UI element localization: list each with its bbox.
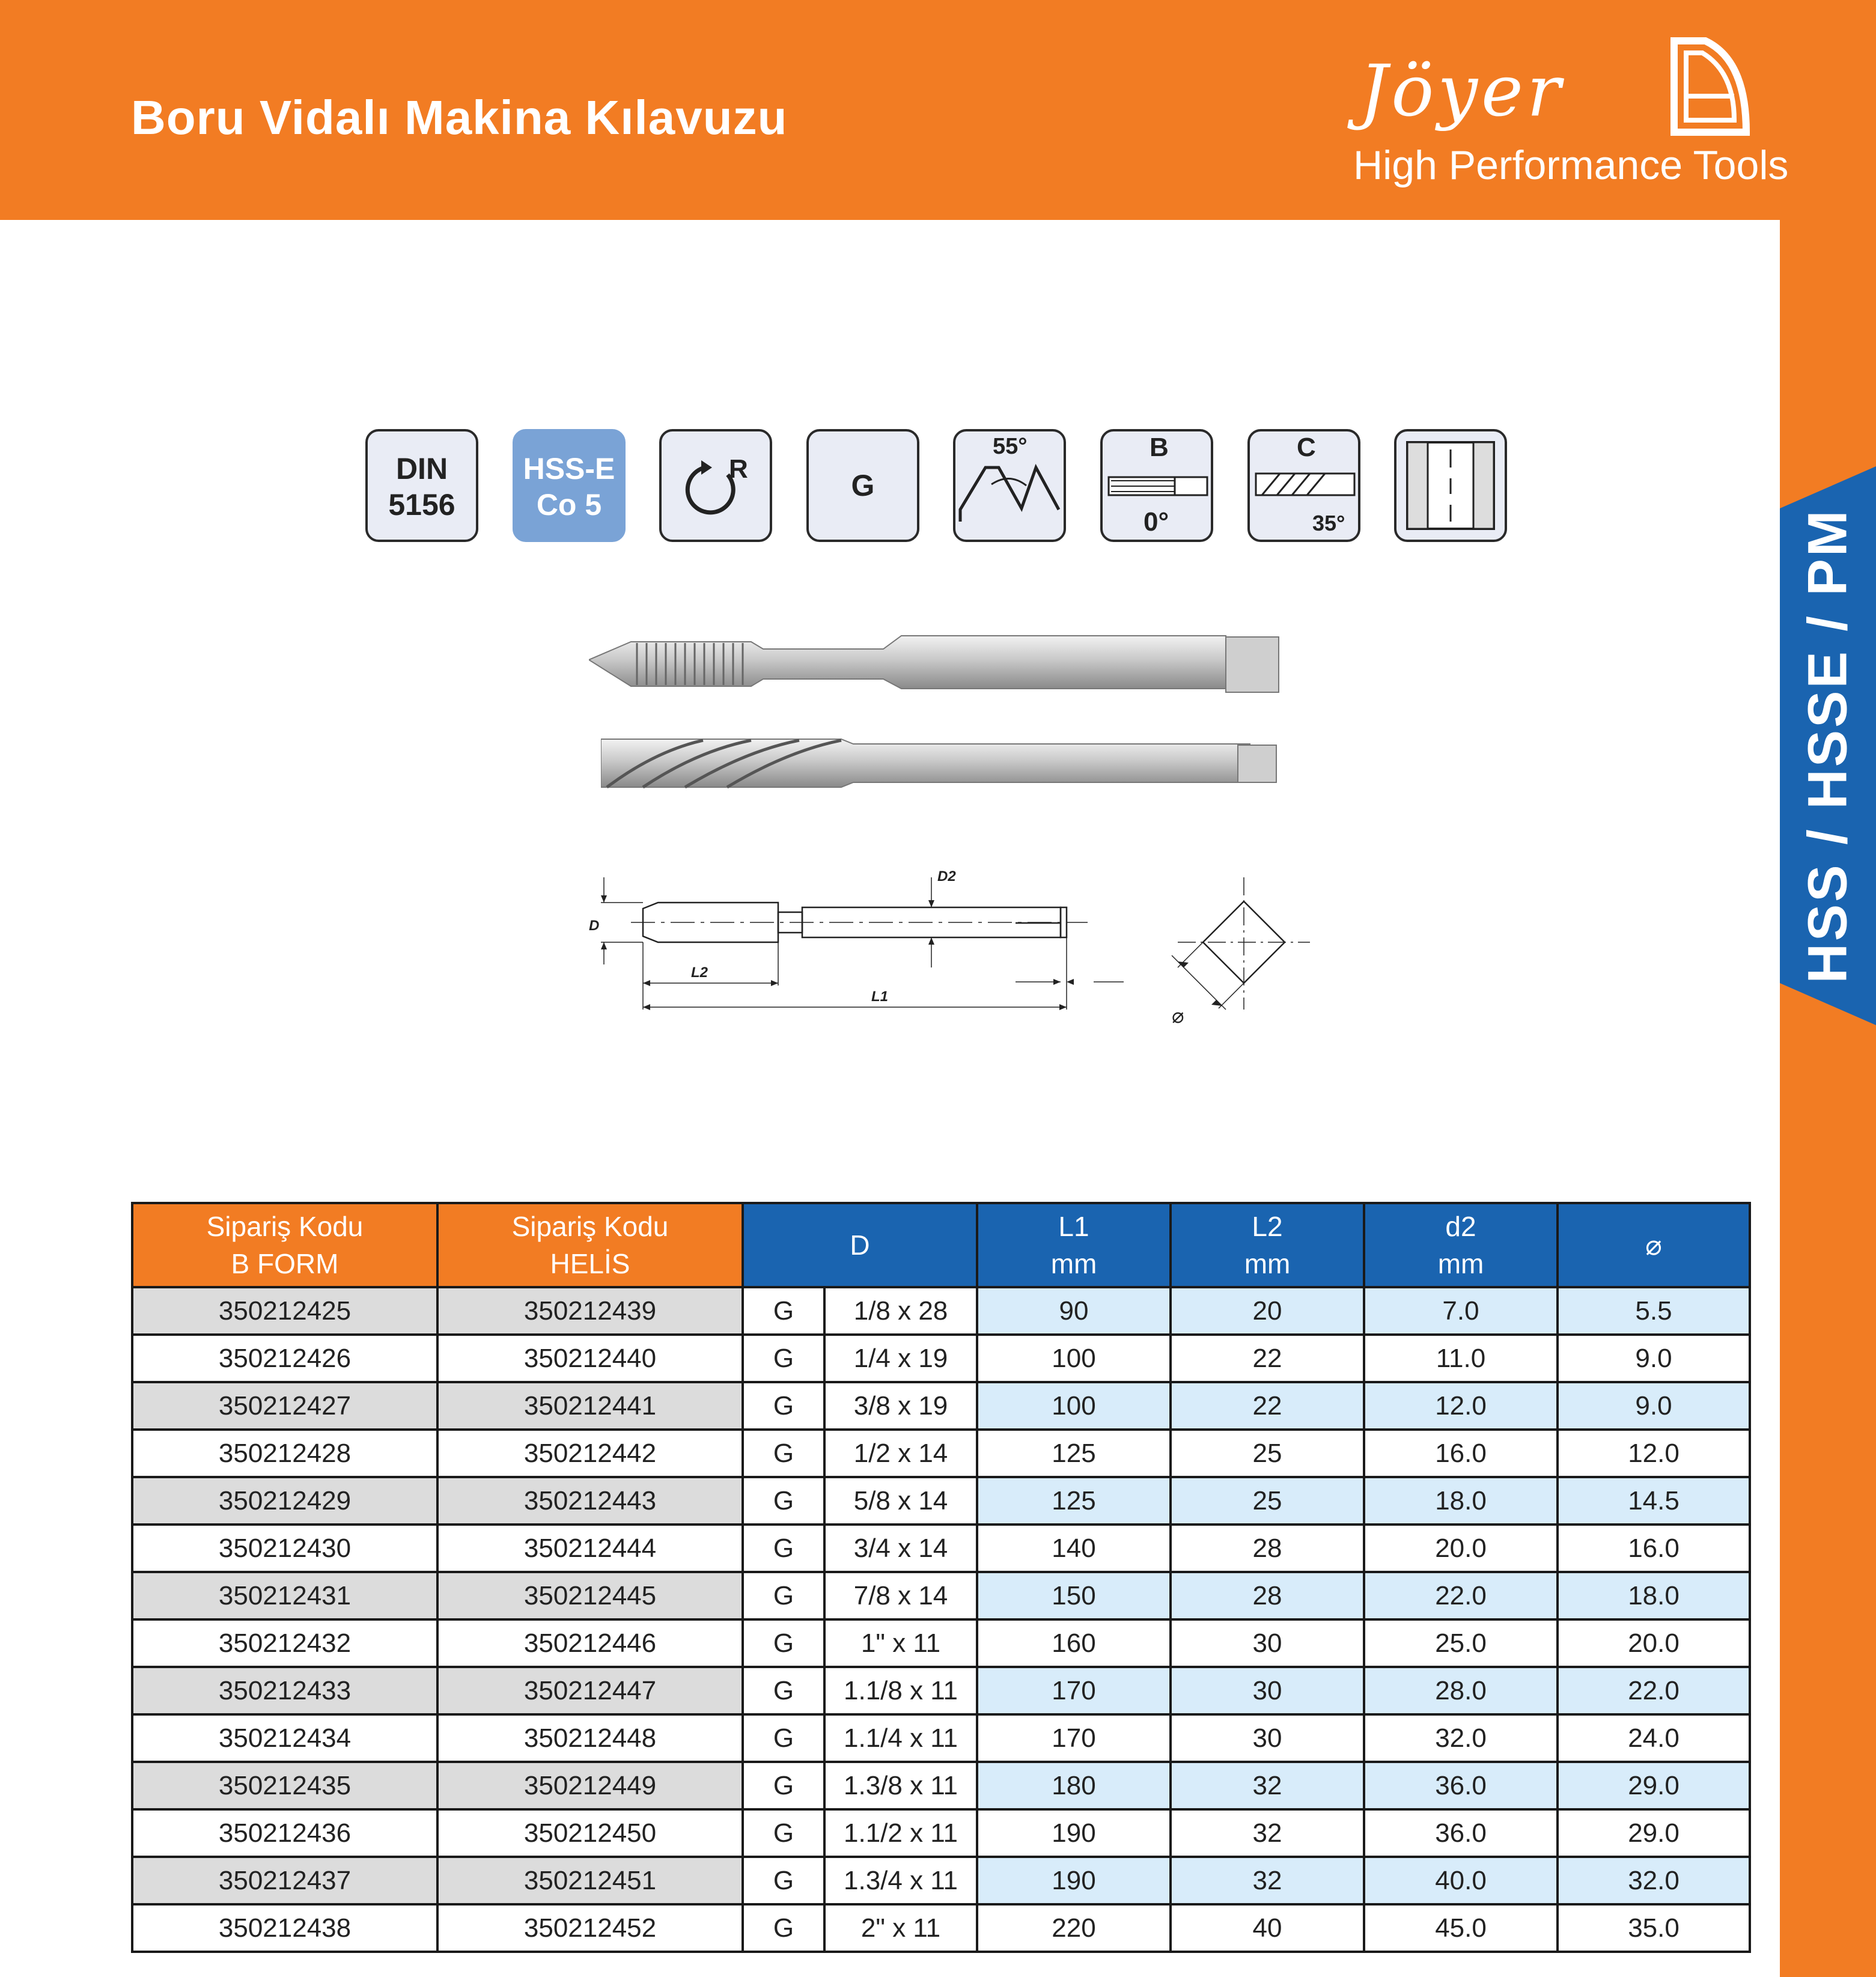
d2-value: 12.0 (1364, 1382, 1558, 1430)
square-value: 20.0 (1558, 1619, 1750, 1667)
thread-size: 1/8 x 28 (824, 1287, 977, 1335)
d2-value: 16.0 (1364, 1430, 1558, 1477)
l1-value: 100 (977, 1335, 1171, 1382)
helis-code: 350212440 (437, 1335, 743, 1382)
square-value: 29.0 (1558, 1762, 1750, 1809)
d2-value: 28.0 (1364, 1667, 1558, 1714)
b-form-code: 350212432 (132, 1619, 437, 1667)
thread-size: 1/4 x 19 (824, 1335, 977, 1382)
thread-type: G (743, 1572, 824, 1619)
header-d: D (743, 1203, 977, 1287)
table-row (132, 1809, 1750, 1857)
table-row (132, 1287, 1750, 1335)
l1-value: 190 (977, 1857, 1171, 1904)
square-value: 16.0 (1558, 1525, 1750, 1572)
helis-code: 350212443 (437, 1477, 743, 1525)
header-square: ⌀ (1558, 1203, 1750, 1287)
d2-value: 11.0 (1364, 1335, 1558, 1382)
b-form-tap-image (589, 631, 1292, 709)
header-helis: Sipariş Kodu HELİS (437, 1203, 743, 1287)
thread-type: G (743, 1904, 824, 1952)
l1-value: 170 (977, 1714, 1171, 1762)
l1-value: 220 (977, 1904, 1171, 1952)
thread-size: 5/8 x 14 (824, 1477, 977, 1525)
helis-code: 350212447 (437, 1667, 743, 1714)
din-standard-icon: DIN 5156 (365, 429, 478, 542)
d2-value: 45.0 (1364, 1904, 1558, 1952)
l1-value: 125 (977, 1477, 1171, 1525)
page-header (0, 0, 1876, 220)
l1-value: 170 (977, 1667, 1171, 1714)
thread-size: 2" x 11 (824, 1904, 977, 1952)
l2-value: 22 (1171, 1382, 1364, 1430)
table-row (132, 1762, 1750, 1809)
table-row (132, 1714, 1750, 1762)
l1-value: 140 (977, 1525, 1171, 1572)
l1-value: 125 (977, 1430, 1171, 1477)
drawing-label-square: ⌀ (1172, 1004, 1184, 1028)
d2-value: 7.0 (1364, 1287, 1558, 1335)
side-tab-label: HSS / HSSE / PM (1797, 508, 1859, 984)
table-row (132, 1857, 1750, 1904)
l1-value: 180 (977, 1762, 1171, 1809)
d2-value: 22.0 (1364, 1572, 1558, 1619)
thread-angle-icon: 55° (953, 429, 1066, 542)
thread-type: G (743, 1762, 824, 1809)
b-form-code: 350212430 (132, 1525, 437, 1572)
b-form-code: 350212428 (132, 1430, 437, 1477)
technical-drawing (571, 865, 1316, 1046)
l2-value: 28 (1171, 1572, 1364, 1619)
b-form-code: 350212427 (132, 1382, 437, 1430)
table-row (132, 1667, 1750, 1714)
drawing-label-d2: D2 (937, 868, 956, 885)
thread-size: 1.3/4 x 11 (824, 1857, 977, 1904)
square-value: 24.0 (1558, 1714, 1750, 1762)
b-form-code: 350212435 (132, 1762, 437, 1809)
helis-code: 350212450 (437, 1809, 743, 1857)
l2-value: 30 (1171, 1714, 1364, 1762)
thread-size: 1/2 x 14 (824, 1430, 977, 1477)
thread-type: G (743, 1382, 824, 1430)
l2-value: 22 (1171, 1335, 1364, 1382)
l2-value: 32 (1171, 1762, 1364, 1809)
thread-type: G (743, 1667, 824, 1714)
d2-value: 40.0 (1364, 1857, 1558, 1904)
l1-value: 90 (977, 1287, 1171, 1335)
brand-name: Jöyer (1359, 49, 1565, 132)
helis-code: 350212439 (437, 1287, 743, 1335)
helis-code: 350212444 (437, 1525, 743, 1572)
d2-value: 32.0 (1364, 1714, 1558, 1762)
d2-value: 18.0 (1364, 1477, 1558, 1525)
b-form-code: 350212425 (132, 1287, 437, 1335)
drawing-label-l2: L2 (691, 964, 708, 981)
table-row (132, 1335, 1750, 1382)
table-row (132, 1382, 1750, 1430)
l2-value: 30 (1171, 1619, 1364, 1667)
b-form-code: 350212434 (132, 1714, 437, 1762)
b-form-code: 350212438 (132, 1904, 437, 1952)
thread-size: 1.1/4 x 11 (824, 1714, 977, 1762)
thread-type: G (743, 1714, 824, 1762)
thread-size: 1" x 11 (824, 1619, 977, 1667)
page-title: Boru Vidalı Makina Kılavuzu (131, 91, 788, 144)
hole-type-icon (1394, 429, 1507, 542)
square-value: 35.0 (1558, 1904, 1750, 1952)
b-form-code: 350212426 (132, 1335, 437, 1382)
l1-value: 150 (977, 1572, 1171, 1619)
helis-code: 350212449 (437, 1762, 743, 1809)
square-value: 5.5 (1558, 1287, 1750, 1335)
through-hole-icon (1396, 431, 1505, 540)
table-row (132, 1430, 1750, 1477)
thread-type-icon: G (806, 429, 919, 542)
d2-value: 36.0 (1364, 1809, 1558, 1857)
b-form-code: 350212433 (132, 1667, 437, 1714)
spec-table (131, 1202, 1751, 1953)
thread-profile-icon (955, 431, 1064, 540)
square-value: 9.0 (1558, 1335, 1750, 1382)
table-row (132, 1619, 1750, 1667)
table-row (132, 1525, 1750, 1572)
l2-value: 25 (1171, 1430, 1364, 1477)
l2-value: 20 (1171, 1287, 1364, 1335)
b-form-code: 350212436 (132, 1809, 437, 1857)
square-value: 12.0 (1558, 1430, 1750, 1477)
thread-size: 3/4 x 14 (824, 1525, 977, 1572)
thread-type: G (743, 1809, 824, 1857)
helis-code: 350212452 (437, 1904, 743, 1952)
b-form-code: 350212431 (132, 1572, 437, 1619)
helix-tap-image (601, 727, 1280, 799)
square-value: 18.0 (1558, 1572, 1750, 1619)
d2-value: 20.0 (1364, 1525, 1558, 1572)
helis-code: 350212441 (437, 1382, 743, 1430)
brand-tagline: High Performance Tools (1353, 142, 1789, 188)
thread-type: G (743, 1287, 824, 1335)
l2-value: 32 (1171, 1857, 1364, 1904)
l1-value: 160 (977, 1619, 1171, 1667)
drawing-label-l1: L1 (871, 988, 889, 1005)
thread-type: G (743, 1477, 824, 1525)
l1-value: 190 (977, 1809, 1171, 1857)
b-form-code: 350212429 (132, 1477, 437, 1525)
l2-value: 28 (1171, 1525, 1364, 1572)
d2-value: 25.0 (1364, 1619, 1558, 1667)
l2-value: 40 (1171, 1904, 1364, 1952)
thread-size: 1.3/8 x 11 (824, 1762, 977, 1809)
form-c-icon: C 35° (1247, 429, 1360, 542)
thread-type: G (743, 1525, 824, 1572)
helis-code: 350212448 (437, 1714, 743, 1762)
material-icon: HSS-E Co 5 (513, 429, 626, 542)
l1-value: 100 (977, 1382, 1171, 1430)
thread-size: 1.1/8 x 11 (824, 1667, 977, 1714)
helis-code: 350212445 (437, 1572, 743, 1619)
thread-size: 1.1/2 x 11 (824, 1809, 977, 1857)
square-value: 22.0 (1558, 1667, 1750, 1714)
helis-code: 350212451 (437, 1857, 743, 1904)
square-value: 32.0 (1558, 1857, 1750, 1904)
table-row (132, 1477, 1750, 1525)
table-row (132, 1572, 1750, 1619)
drawing-label-d: D (589, 918, 600, 934)
thread-type: G (743, 1430, 824, 1477)
square-value: 9.0 (1558, 1382, 1750, 1430)
helis-code: 350212446 (437, 1619, 743, 1667)
thread-size: 7/8 x 14 (824, 1572, 977, 1619)
thread-type: G (743, 1335, 824, 1382)
right-rotation-icon: R (659, 429, 772, 542)
d2-value: 36.0 (1364, 1762, 1558, 1809)
thread-size: 3/8 x 19 (824, 1382, 977, 1430)
brand-logo-icon (1669, 36, 1753, 138)
b-form-code: 350212437 (132, 1857, 437, 1904)
thread-type: G (743, 1619, 824, 1667)
thread-type: G (743, 1857, 824, 1904)
square-value: 14.5 (1558, 1477, 1750, 1525)
form-b-icon: B 0° (1100, 429, 1213, 542)
header-l1: L1 mm (977, 1203, 1171, 1287)
header-b-form: Sipariş Kodu B FORM (132, 1203, 437, 1287)
square-value: 29.0 (1558, 1809, 1750, 1857)
table-header (132, 1203, 1750, 1287)
rotation-arrow-icon (662, 431, 770, 540)
table-row (132, 1904, 1750, 1952)
l2-value: 25 (1171, 1477, 1364, 1525)
helis-code: 350212442 (437, 1430, 743, 1477)
header-l2: L2 mm (1171, 1203, 1364, 1287)
l2-value: 30 (1171, 1667, 1364, 1714)
header-d2: d2 mm (1364, 1203, 1558, 1287)
l2-value: 32 (1171, 1809, 1364, 1857)
